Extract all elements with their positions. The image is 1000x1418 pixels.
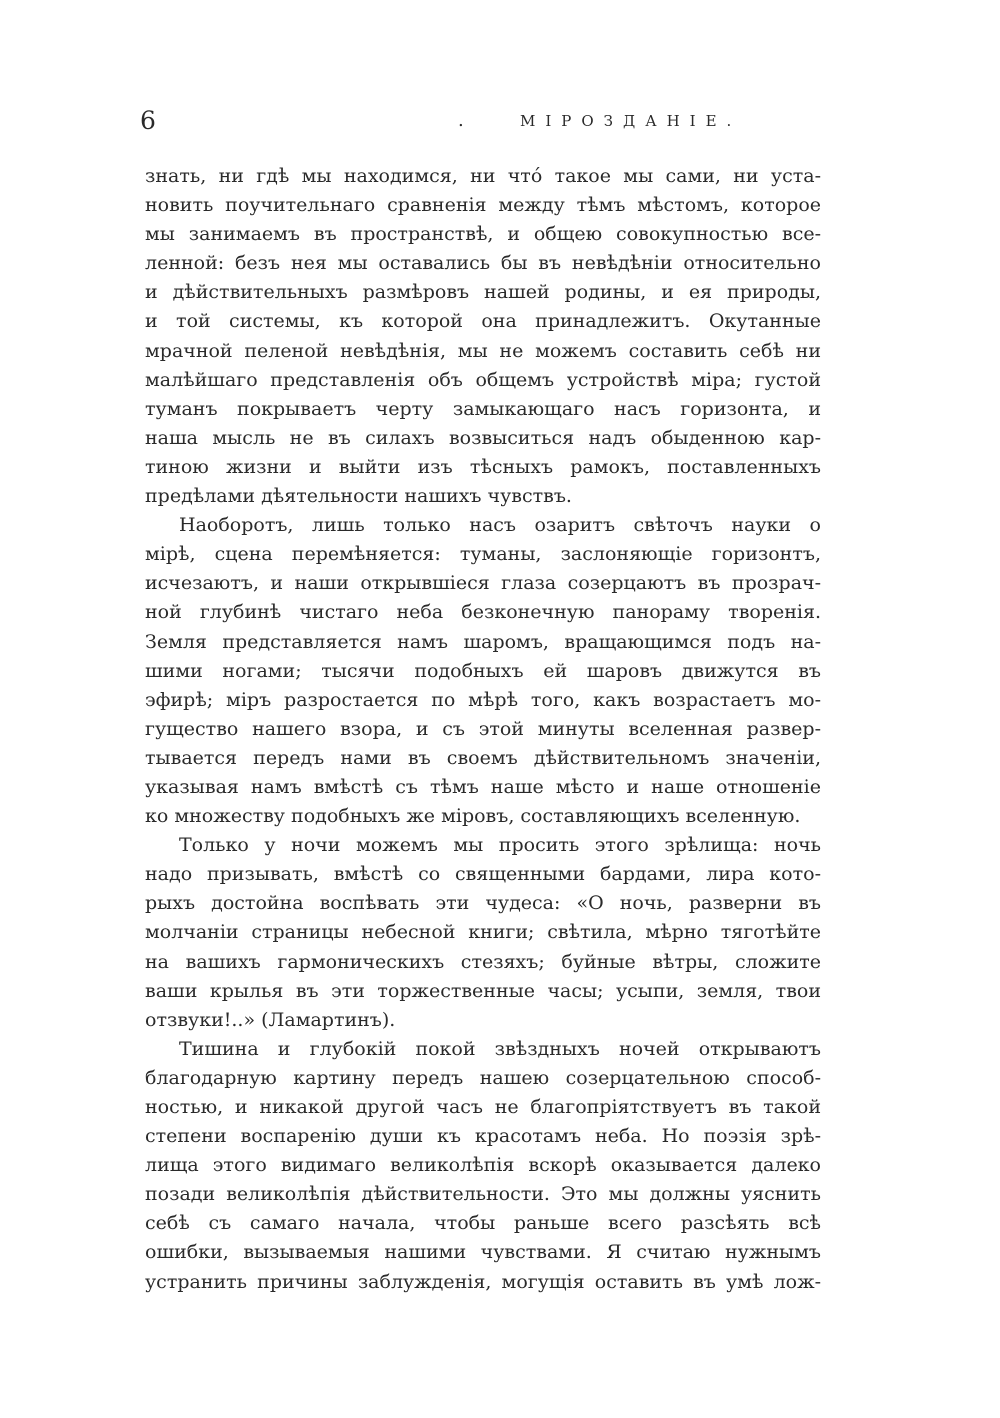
body-text [145, 162, 821, 1297]
text-line: ко множеству подобныхъ же міровъ, составляющихъ вселенную. [145, 805, 801, 828]
paragraph-start-line: Наоборотъ, лишь только насъ озаритъ свѣточъ науки о [179, 514, 821, 537]
text-line: рыхъ достойна воспѣвать эти чудеса: «О ночь, разверни въ [145, 892, 821, 915]
text-line: молчаніи страницы небесной книги; свѣтила, мѣрно тяготѣйте [145, 921, 821, 944]
text-line: Земля представляется намъ шаромъ, вращающимся подъ на- [145, 630, 821, 653]
text-line: знать, ни гдѣ мы находимся, ни что́ такое мы сами, ни уста- [145, 165, 821, 187]
text-line: исчезаютъ, и наши открывшіеся глаза созерцаютъ въ прозрач- [145, 572, 821, 595]
paragraph-start-line: Тишина и глубокій покой звѣздныхъ ночей открываютъ [179, 1037, 821, 1060]
text-line: и той системы, къ которой она принадлежитъ. Окутанные [145, 310, 821, 333]
text-line: позади великолѣпія дѣйствительности. Это мы должны уяснить [145, 1183, 821, 1206]
text-line: себѣ съ самаго начала, чтобы раньше всего разсѣять всѣ [145, 1212, 821, 1235]
text-line: ваши крылья въ эти торжественные часы; усыпи, земля, твои [145, 979, 821, 1002]
text-line: надо призывать, вмѣстѣ со священными бардами, лира кото- [145, 863, 821, 886]
text-line: наша мысль не въ силахъ возвыситься надъ обыденною кар- [145, 426, 821, 449]
text-line: мы занимаемъ въ пространствѣ, и общею совокупностью все- [145, 223, 821, 246]
text-line: малѣйшаго представленія объ общемъ устройствѣ міра; густой [145, 368, 821, 391]
text-line: предѣлами дѣятельности нашихъ чувствъ. [145, 485, 572, 508]
text-line: шими ногами; тысячи подобныхъ ей шаровъ движутся въ [145, 659, 821, 682]
text-line: устранить причины заблужденія, могущія оставить въ умѣ лож- [145, 1270, 821, 1293]
text-line: новить поучительнаго сравненія между тѣмъ мѣстомъ, которое [145, 194, 821, 217]
text-line: туманъ покрываетъ черту замыкающаго насъ горизонта, и [145, 397, 821, 420]
page-header [140, 104, 820, 138]
text-line: степени воспаренію души къ красотамъ неба. Но поэзія зрѣ- [145, 1125, 821, 1148]
text-line: ленной: безъ нея мы оставались бы въ невѣдѣніи относительно [145, 252, 821, 275]
paragraph-start-line: Только у ночи можемъ мы просить этого зрѣлища: ночь [179, 834, 821, 857]
text-line: эфирѣ; міръ разростается по мѣрѣ того, какъ возрастаетъ мо- [145, 688, 821, 711]
text-line: тывается передъ нами въ своемъ дѣйствительномъ значеніи, [145, 746, 821, 769]
text-line: ошибки, вызываемыя нашими чувствами. Я считаю нужнымъ [145, 1241, 821, 1264]
text-line: указывая намъ вмѣстѣ съ тѣмъ наше мѣсто и наше отношеніе [145, 775, 821, 798]
text-line: ностью, и никакой другой часъ не благопріятствуетъ въ такой [145, 1096, 821, 1118]
text-line: лища этого видимаго великолѣпія вскорѣ оказывается далеко [145, 1154, 821, 1177]
page-number: 6 [140, 106, 156, 135]
text-line: отзвуки!..» (Ламартинъ). [145, 1008, 396, 1031]
text-line: и дѣйствительныхъ размѣровъ нашей родины, и ея природы, [145, 281, 821, 304]
text-line: гущество нашего взора, и съ этой минуты вселенная развер- [145, 717, 821, 740]
header-dot: . [458, 110, 464, 131]
text-line: на вашихъ гармоническихъ стезяхъ; буйные вѣтры, сложите [145, 950, 821, 973]
text-line: мірѣ, сцена перемѣняется: туманы, заслоняющіе горизонтъ, [145, 543, 821, 566]
text-line: тиною жизни и выйти изъ тѣсныхъ рамокъ, поставленныхъ [145, 455, 821, 478]
running-title: МІРОЗДАНІЕ. [520, 112, 742, 130]
text-line: ной глубинѣ чистаго неба безконечную панораму творенія. [145, 601, 821, 624]
text-line: благодарную картину передъ нашею созерцательною способ- [145, 1066, 821, 1089]
text-line: мрачной пеленой невѣдѣнія, мы не можемъ составить себѣ ни [145, 339, 821, 362]
